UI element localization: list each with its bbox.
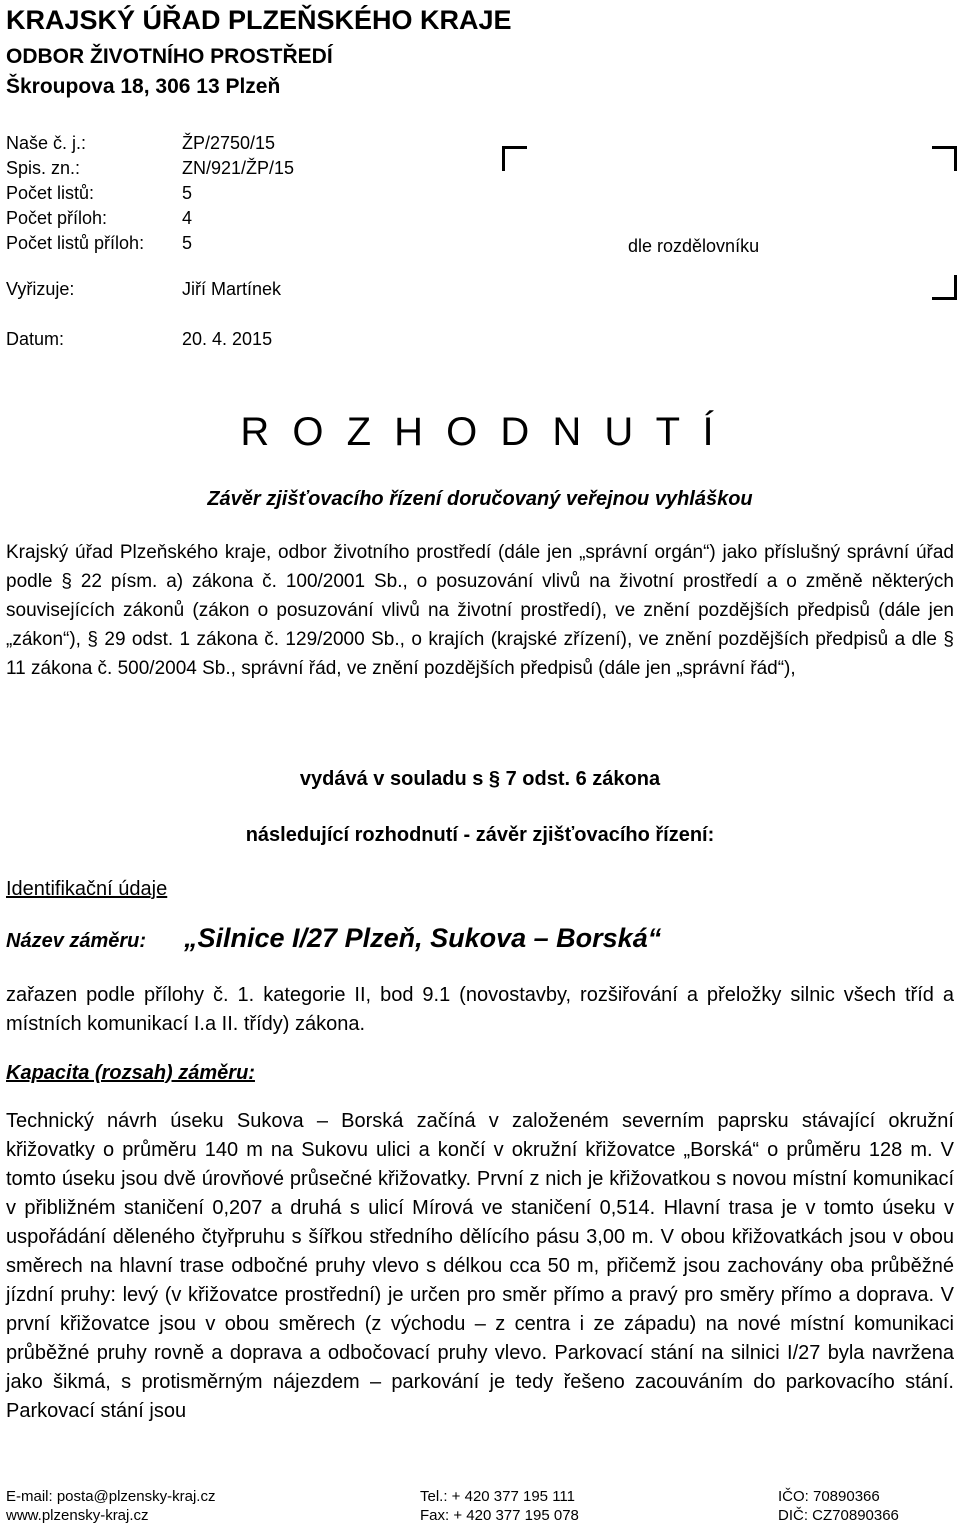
- address-window-corner-icon: [932, 275, 957, 300]
- file-ref-value: ZN/921/ŽP/15: [182, 158, 295, 178]
- capacity-paragraph: [6, 1107, 954, 1426]
- intro-paragraph: [6, 538, 954, 683]
- authority-address: Škroupova 18, 306 13 Plzeň: [6, 75, 281, 98]
- date-value: 20. 4. 2015: [182, 329, 273, 349]
- attachments-label: Počet příloh:: [6, 208, 108, 228]
- attachment-sheets-value: 5: [182, 233, 193, 253]
- footer-phone: Tel.: + 420 377 195 111: [420, 1488, 575, 1505]
- footer-fax: Fax: + 420 377 195 078: [420, 1507, 579, 1524]
- footer-dic: DIČ: CZ70890366: [778, 1507, 899, 1524]
- capacity-text: Technický návrh úseku Sukova – Borská začíná v založeném severním paprsku stávající okružní křižovatky o průměru 140 m na Sukovu ulici a končí v okružní křižovatce „Borská“ o průměru 128 m. V tomto úseku jsou dvě úrovňové průsečné křižovatky. První z nich je křižovatkou s novou místní komunikací v přibližném staničení 0,207 a druhá s ulicí Mírová ve staničení 0,514. Hlavní trasa je v tomto úseku v uspořádání děleného čtyřpruhu s šířkou středního dělícího pásu 3,00 m. V obou křižovatkách jsou v obou směrech na hlavní trase odbočné pruhy vlevo s délkou cca 50 m, přičemž jsou zachovány oba průběžné jízdní pruhy: levý (v křižovatce prostřední) je určen pro směr přímo a pravý pro směry přímo a doprava. V první křižovatce jsou v obou směrech (z východu – z centra i ze západu) na nové místní komunikaci průběžné pruhy rovně a doprava a odbočovací pruhy vlevo. Parkovací stání na silnici I/27 byla navržena jako šikmá, s protisměrným nájezdem – parkování je tedy řešeno zacouváním do parkovacího stání. Parkovací stání jsou: [6, 1110, 954, 1422]
- file-ref-label: Spis. zn.:: [6, 158, 81, 178]
- intro-text: Krajský úřad Plzeňského kraje, odbor životního prostředí (dále jen „správní orgán“) jako příslušný správní úřad podle § 22 písm. a) zákona č. 100/2001 Sb., o posuzování vlivů na životní prostředí a o změně některých souvisejících zákonů (zákon o posuzování vlivů na životní prostředí), ve znění pozdějších předpisů (dále jen „zákon“), § 29 odst. 1 zákona č. 129/2000 Sb., o krajích (krajské zřízení), ve znění pozdějších předpisů a dle § 11 zákona č. 500/2004 Sb., správní řád, ve znění pozdějších předpisů (dále jen „správní řád“),: [6, 542, 954, 679]
- our-ref-label: Naše č. j.:: [6, 133, 87, 153]
- footer-ico: IČO: 70890366: [778, 1488, 880, 1505]
- project-name-label: Název záměru:: [6, 930, 147, 952]
- attachments-value: 4: [182, 208, 193, 228]
- handled-by-value: Jiří Martínek: [182, 279, 282, 299]
- date-label: Datum:: [6, 329, 65, 349]
- sheets-label: Počet listů:: [6, 183, 95, 203]
- attachment-sheets-label: Počet listů příloh:: [6, 233, 145, 253]
- capacity-heading: Kapacita (rozsah) záměru:: [6, 1062, 255, 1084]
- decision-heading: následující rozhodnutí - závěr zjišťovacího řízení:: [245, 824, 715, 846]
- department-name: ODBOR ŽIVOTNÍHO PROSTŘEDÍ: [6, 45, 333, 68]
- address-window-corner-icon: [932, 146, 957, 171]
- identification-heading: Identifikační údaje: [6, 878, 168, 900]
- footer-email: E-mail: posta@plzensky-kraj.cz: [6, 1488, 216, 1505]
- authority-name: KRAJSKÝ ÚŘAD PLZEŇSKÉHO KRAJE: [6, 5, 512, 35]
- classification-paragraph: [6, 981, 954, 1039]
- our-ref-value: ŽP/2750/15: [182, 133, 276, 153]
- recipient: dle rozdělovníku: [628, 236, 760, 256]
- issues-statement: vydává v souladu s § 7 odst. 6 zákona: [299, 768, 661, 790]
- handled-by-label: Vyřizuje:: [6, 279, 75, 299]
- classification-text: zařazen podle přílohy č. 1. kategorie II, bod 9.1 (novostavby, rozšiřování a přeložky silnic všech tříd a místních komunikací I.a II. třídy) zákona.: [6, 984, 954, 1035]
- decision-subtitle: Závěr zjišťovacího řízení doručovaný veřejnou vyhláškou: [207, 488, 753, 510]
- footer-web: www.plzensky-kraj.cz: [6, 1507, 149, 1524]
- address-window-corner-icon: [502, 146, 527, 171]
- decision-title: R O Z H O D N U T Í: [240, 410, 720, 454]
- sheets-value: 5: [182, 183, 193, 203]
- project-name-value: „Silnice I/27 Plzeň, Sukova – Borská“: [184, 923, 662, 953]
